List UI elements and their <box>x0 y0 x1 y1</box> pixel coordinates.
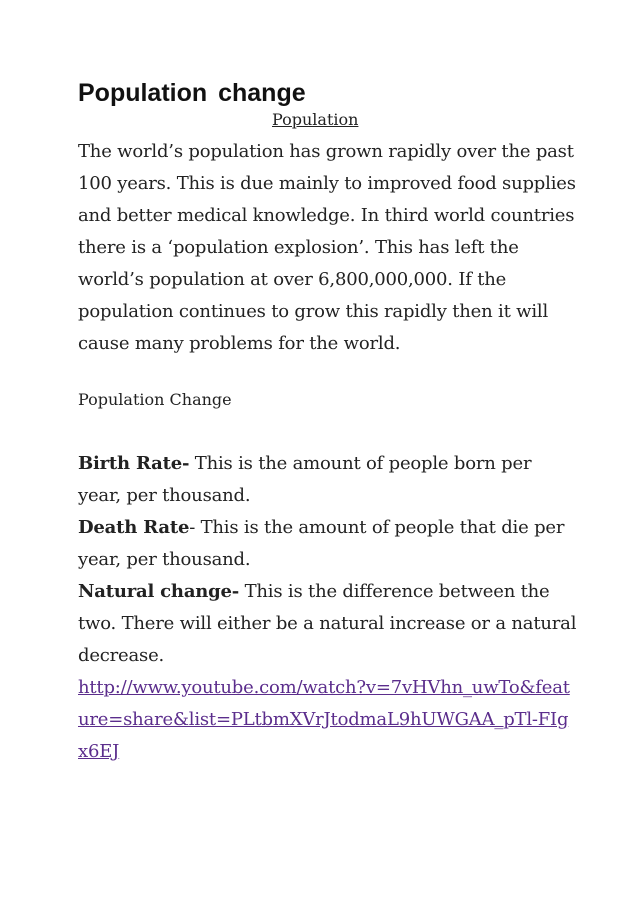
definition-text: - This is the amount of people that die per year, per thousand. <box>78 517 565 570</box>
definition-term: Death Rate <box>78 517 190 538</box>
intro-paragraph: The world’s population has grown rapidly over the past 100 years. This is due mainly to improved food supplies and better medical knowledge. In third world countries there is a ‘population explosion’. This has left the world’s population at over 6,800,000,000. If the population continues to grow this rapidly then it will cause many problems for the world. <box>78 141 576 354</box>
document-page <box>78 78 578 768</box>
page-title: Population change <box>78 79 306 107</box>
section-heading: Population Change <box>78 390 232 409</box>
definition-text: This is the amount of people born per year, per thousand. <box>78 453 532 506</box>
definition-birth-rate <box>78 448 578 512</box>
definition-term: Birth Rate- <box>78 453 190 474</box>
definition-term: Natural change- <box>78 581 240 602</box>
page-subtitle: Population <box>272 110 359 129</box>
definitions-list <box>78 448 578 768</box>
definition-natural-change <box>78 576 578 672</box>
definition-text: This is the difference between the two. There will either be a natural increase or a natural decrease. <box>78 581 577 666</box>
youtube-link[interactable]: http://www.youtube.com/watch?v=7vHVhn_uwTo&feature=share&list=PLtbmXVrJtodmaL9hUWGAA_pTl-FIgx6EJ <box>78 677 570 762</box>
definition-death-rate <box>78 512 578 576</box>
